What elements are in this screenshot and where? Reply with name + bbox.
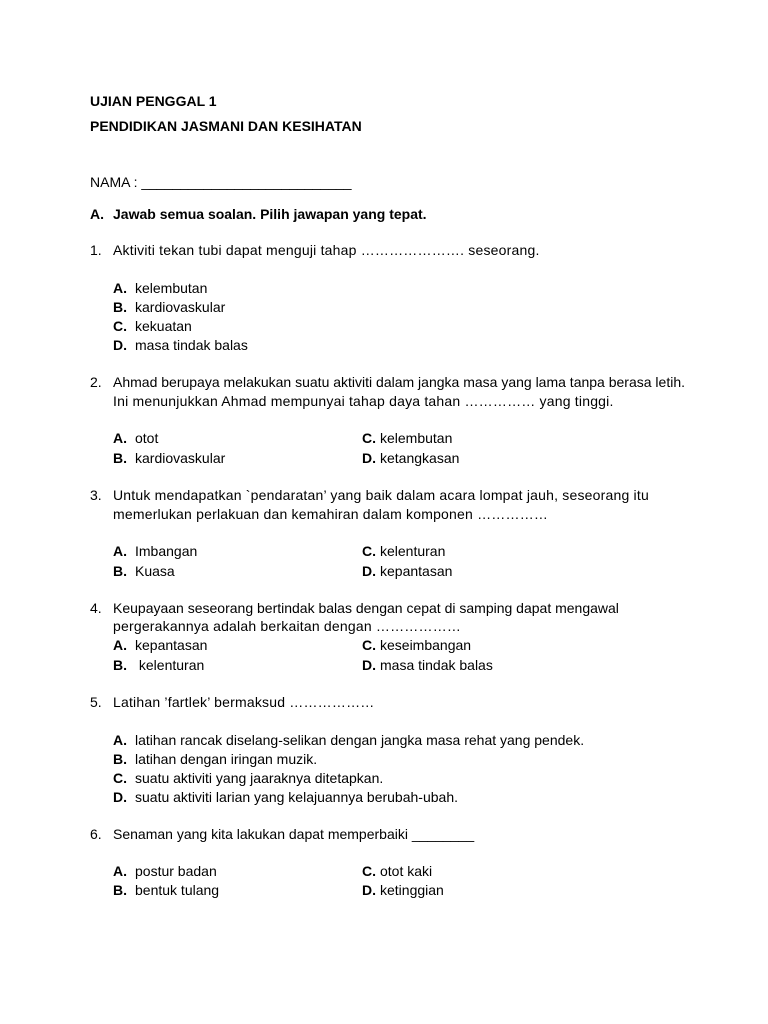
option-letter: A. xyxy=(113,863,127,879)
question-2-text-line-2: Ini menunjukkan Ahmad mempunyai tahap daya tahan …………… yang tinggi. xyxy=(113,393,614,409)
option-text: bentuk tulang xyxy=(135,882,220,898)
option-letter: D. xyxy=(113,789,127,805)
option-letter: A. xyxy=(113,280,127,296)
option-letter: C. xyxy=(362,543,376,559)
option-letter: D. xyxy=(362,450,376,466)
option-text: kardiovaskular xyxy=(135,450,226,466)
option-letter: C. xyxy=(362,430,376,446)
question-3-option-a xyxy=(113,542,197,560)
option-letter: B. xyxy=(113,450,127,466)
option-text: suatu aktiviti larian yang kelajuannya berubah-ubah. xyxy=(135,789,458,805)
option-letter: B. xyxy=(113,882,127,898)
option-text: ketinggian xyxy=(380,882,444,898)
option-text: masa tindak balas xyxy=(380,657,493,673)
question-6-option-a xyxy=(113,862,217,880)
option-text: suatu aktiviti yang jaaraknya ditetapkan. xyxy=(135,770,384,786)
option-text: keseimbangan xyxy=(380,637,472,653)
option-letter: B. xyxy=(113,657,127,673)
question-3-number: 3. xyxy=(90,487,102,503)
question-3-option-c xyxy=(362,542,445,560)
option-text: latihan dengan iringan muzik. xyxy=(135,751,318,767)
question-1-text: Aktiviti tekan tubi dapat menguji tahap …………………. seseorang. xyxy=(113,242,540,258)
option-text: kelembutan xyxy=(380,430,453,446)
option-text: latihan rancak diselang-selikan dengan jangka masa rehat yang pendek. xyxy=(135,732,585,748)
option-letter: B. xyxy=(113,299,127,315)
name-field: NAMA : ___________________________ xyxy=(90,174,352,190)
option-text: masa tindak balas xyxy=(135,337,248,353)
option-text: kelenturan xyxy=(135,657,205,673)
question-5-option-b xyxy=(113,750,317,768)
question-4-option-a xyxy=(113,636,207,654)
question-2-text-line-1: Ahmad berupaya melakukan suatu aktiviti dalam jangka masa yang lama tanpa berasa letih. xyxy=(113,374,685,390)
question-5-number: 5. xyxy=(90,694,102,710)
option-text: kepantasan xyxy=(135,637,208,653)
question-2-option-a xyxy=(113,429,158,447)
question-2-option-b xyxy=(113,449,225,467)
question-6-text: Senaman yang kita lakukan dapat memperbaiki ________ xyxy=(113,826,475,842)
question-1-option-a xyxy=(113,279,207,297)
section-instruction: Jawab semua soalan. Pilih jawapan yang tepat. xyxy=(113,206,427,222)
question-6-option-d xyxy=(362,881,444,899)
question-4-number: 4. xyxy=(90,600,102,616)
question-4-option-b xyxy=(113,656,204,674)
question-3-text-line-1: Untuk mendapatkan `pendaratan’ yang baik dalam acara lompat jauh, seseorang itu xyxy=(113,487,649,503)
question-6-option-c xyxy=(362,862,432,880)
question-5-option-c xyxy=(113,769,383,787)
subject-title: PENDIDIKAN JASMANI DAN KESIHATAN xyxy=(90,118,362,134)
question-3-option-b xyxy=(113,562,175,580)
option-letter: A. xyxy=(113,637,127,653)
option-letter: D. xyxy=(362,882,376,898)
option-text: otot kaki xyxy=(380,863,433,879)
option-text: otot xyxy=(135,430,159,446)
section-letter: A. xyxy=(90,206,104,222)
option-text: kepantasan xyxy=(380,563,453,579)
option-text: kelenturan xyxy=(380,543,446,559)
exam-title: UJIAN PENGGAL 1 xyxy=(90,93,217,109)
option-letter: A. xyxy=(113,543,127,559)
option-letter: D. xyxy=(113,337,127,353)
question-4-option-c xyxy=(362,636,471,654)
question-4-option-d xyxy=(362,656,493,674)
question-1-option-d xyxy=(113,336,248,354)
option-letter: C. xyxy=(362,863,376,879)
question-4-text-line-2: pergerakannya adalah berkaitan dengan ……………… xyxy=(113,618,462,634)
option-text: postur badan xyxy=(135,863,217,879)
question-3-option-d xyxy=(362,562,452,580)
option-letter: D. xyxy=(362,657,376,673)
option-letter: C. xyxy=(113,318,127,334)
option-text: Imbangan xyxy=(135,543,198,559)
question-1-option-b xyxy=(113,298,225,316)
question-2-number: 2. xyxy=(90,374,102,390)
option-letter: A. xyxy=(113,430,127,446)
option-letter: B. xyxy=(113,751,127,767)
question-5-option-a xyxy=(113,731,584,749)
question-2-option-d xyxy=(362,449,459,467)
option-text: kekuatan xyxy=(135,318,192,334)
question-4-text-line-1: Keupayaan seseorang bertindak balas dengan cepat di samping dapat mengawal xyxy=(113,600,619,616)
option-letter: B. xyxy=(113,563,127,579)
question-6-number: 6. xyxy=(90,826,102,842)
question-5-text: Latihan ’fartlek’ bermaksud ……………… xyxy=(113,694,375,710)
option-letter: C. xyxy=(113,770,127,786)
option-text: Kuasa xyxy=(135,563,175,579)
question-1-option-c xyxy=(113,317,192,335)
option-letter: A. xyxy=(113,732,127,748)
question-6-option-b xyxy=(113,881,219,899)
question-3-text-line-2: memerlukan perlakuan dan kemahiran dalam komponen …………… xyxy=(113,506,549,522)
option-text: kardiovaskular xyxy=(135,299,226,315)
question-1-number: 1. xyxy=(90,242,102,258)
option-letter: D. xyxy=(362,563,376,579)
question-2-option-c xyxy=(362,429,452,447)
option-text: kelembutan xyxy=(135,280,208,296)
question-5-option-d xyxy=(113,788,458,806)
option-text: ketangkasan xyxy=(380,450,460,466)
option-letter: C. xyxy=(362,637,376,653)
